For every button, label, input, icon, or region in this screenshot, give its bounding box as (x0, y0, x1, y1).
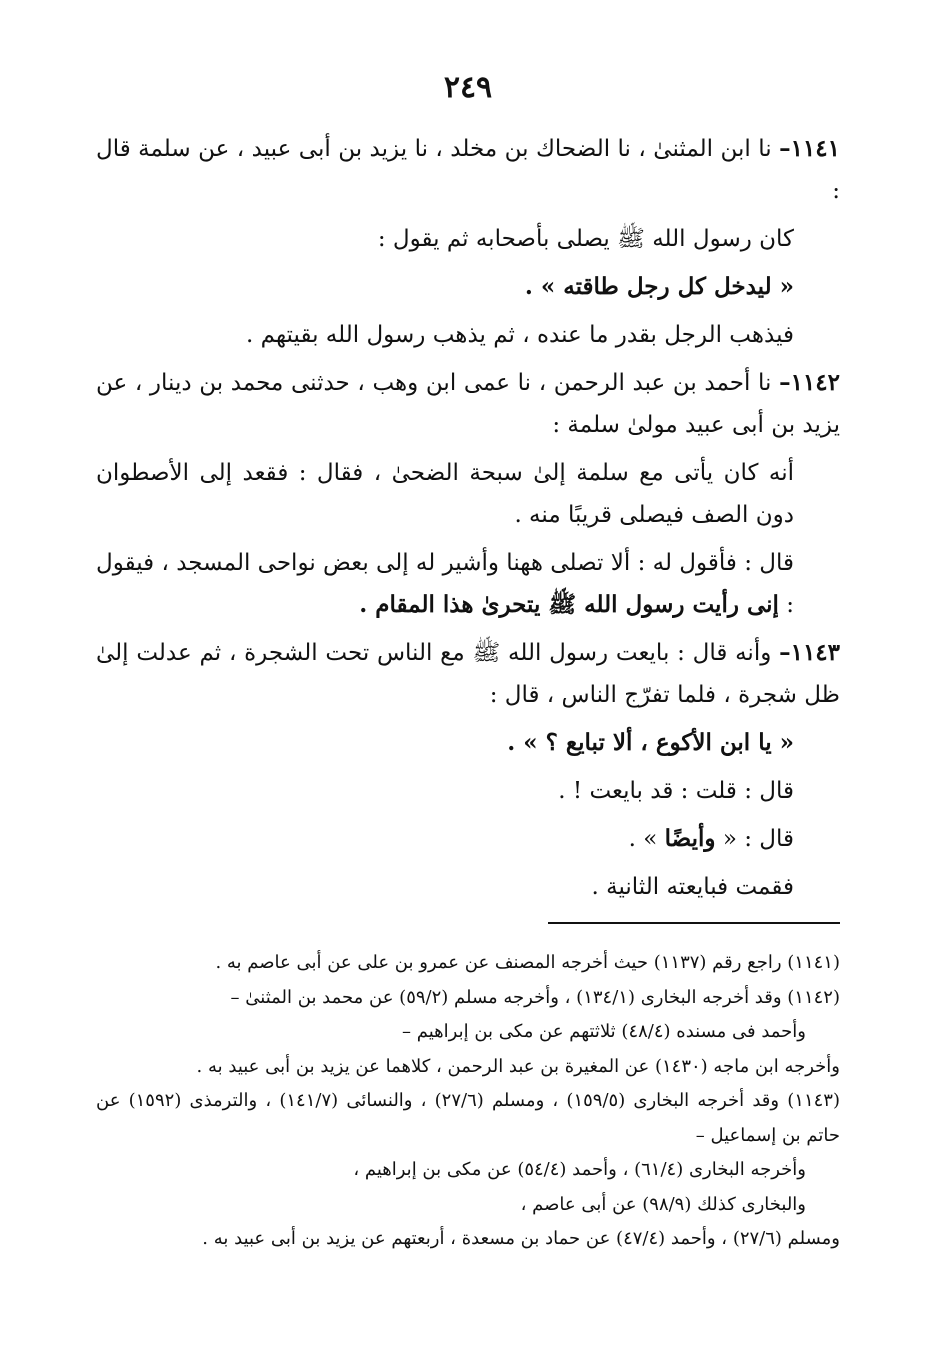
hadith-1142-isnad-text: نا أحمد بن عبد الرحمن ، نا عمى ابن وهب ، حدثنى محمد بن دينار ، عن يزيد بن أبى عبيد مولىٰ سلمة : (96, 370, 840, 438)
hadith-1142-number: ١١٤٢– (779, 369, 840, 396)
hadith-1142-text1: أنه كان يأتى مع سلمة إلىٰ سبحة الضحىٰ ، فقال : فقعد إلى الأصطوان دون الصف فيصلى قريبًا منه . (96, 460, 794, 528)
hadith-1142-text2 (96, 542, 840, 626)
hadith-1141-saying: « ليدخل كل رجل طاقته » . (524, 273, 794, 300)
hadith-1142-text2-body: قال : فأقول له : ألا تصلى ههنا وأشير له إلى بعض نواحى المسجد ، فيقول : (96, 550, 794, 618)
hadith-1143-saying: « يا ابن الأكوع ، ألا تبايع ؟ » . (507, 729, 794, 756)
reply-b-suffix: » . (628, 826, 665, 852)
hadith-1142-isnad (96, 362, 840, 446)
hadith-1143-text1: وأنه قال : بايعت رسول الله ﷺ مع الناس تحت الشجرة ، ثم عدلت إلىٰ ظل شجرة ، فلما تفرّج الناس ، قال : (96, 640, 840, 708)
reply-b-prefix: قال : « (715, 826, 794, 852)
hadith-1141-line1: كان رسول الله ﷺ يصلى بأصحابه ثم يقول : (377, 226, 794, 252)
hadith-1141-isnad-text: نا ابن المثنىٰ ، نا الضحاك بن مخلد ، نا يزيد بن أبى عبيد ، عن سلمة قال : (96, 136, 840, 204)
footnote-1142-a: (١١٤٢) وقد أخرجه البخارى (١٣٤/١) ، وأخرجه مسلم (٥٩/٢) عن محمد بن المثنىٰ – (230, 986, 840, 1008)
hadith-1143-number: ١١٤٣– (779, 639, 841, 666)
footnotes (96, 946, 840, 1257)
footnote-1142-b: وأحمد فى مسنده (٤٨/٤) ثلاثتهم عن مكى بن إبراهيم – (402, 1021, 806, 1042)
hadith-1143-text (96, 632, 840, 716)
reply-b-bold: وأيضًا (664, 825, 716, 852)
footnote-1143-c: والبخارى كذلك (٩٨/٩) عن أبى عاصم ، (520, 1193, 806, 1215)
hadith-1143-reply-a: قال : قلت : قد بايعت ! . (558, 778, 794, 804)
footnote-1143-d: ومسلم (٢٧/٦) ، وأحمد (٤٧/٤) عن حماد بن مسعدة ، أربعتهم عن يزيد بن أبى عبيد به . (202, 1228, 840, 1249)
footnote-1143-a: (١١٤٣) وقد أخرجه البخارى (١٥٩/٥) ، ومسلم (٢٧/٦) ، والنسائى (١٤١/٧) ، والترمذى (١٥٩٢) عن حاتم بن إسماعيل – (96, 1090, 840, 1146)
hadith-1142-saying: إنى رأيت رسول الله ﷺ يتحرىٰ هذا المقام . (359, 591, 779, 618)
hadith-1143-reply-b (96, 818, 840, 860)
hadith-1141-isnad (96, 128, 840, 212)
footnote-1142-c: وأخرجه ابن ماجه (١٤٣٠) عن المغيرة بن عبد الرحمن ، كلاهما عن يزيد بن أبى عبيد به . (196, 1055, 840, 1077)
hadith-1143-closing: فقمت فبايعته الثانية . (591, 874, 794, 900)
main-text (96, 128, 840, 914)
page-number: ٢٤٩ (443, 70, 493, 105)
hadith-1141-line3: فيذهب الرجل بقدر ما عنده ، ثم يذهب رسول الله بقيتهم . (246, 322, 794, 348)
footnote-divider (548, 922, 840, 924)
footnote-1141: (١١٤١) راجع رقم (١١٣٧) حيث أخرجه المصنف عن عمرو بن على عن أبى عاصم به . (215, 952, 840, 973)
footnote-1143-b: وأخرجه البخارى (٦١/٤) ، وأحمد (٥٤/٤) عن مكى بن إبراهيم ، (353, 1159, 806, 1180)
hadith-1141-number: ١١٤١– (779, 135, 840, 162)
